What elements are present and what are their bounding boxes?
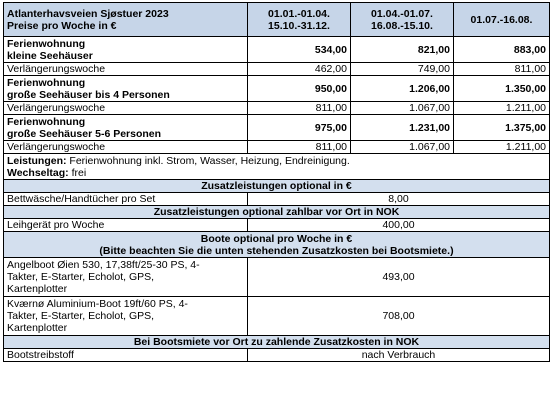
- price-cell: 1.206,00: [351, 76, 454, 102]
- zusatz-nok-value: 400,00: [248, 219, 550, 232]
- table-title: [4, 3, 248, 37]
- name-line-2: große Seehäuser 5-6 Personen: [7, 127, 162, 140]
- title-line-1: Atlanterhavsveien Sjøstuer 2023: [7, 7, 169, 20]
- boote-title-line-1: Boote optional pro Woche in €: [200, 232, 353, 245]
- leistungen-label: Leistungen:: [7, 154, 67, 167]
- boat-name: [4, 258, 248, 297]
- boat-line-1: Angelboot Øien 530, 17,38ft/25-30 PS, 4-: [7, 259, 200, 271]
- season-1-header: [248, 3, 351, 37]
- price-cell: 534,00: [248, 37, 351, 63]
- boat-line-2: Takter, E-Starter, Echolot, GPS,: [7, 310, 155, 322]
- season-2-line-2: 16.08.-15.10.: [371, 19, 433, 32]
- price-cell: 1.067,00: [351, 141, 454, 154]
- info-row: [4, 154, 550, 180]
- zusatz-nok-item: Leihgerät pro Woche: [4, 219, 248, 232]
- season-2-line-1: 01.04.-01.07.: [371, 7, 433, 20]
- boat-line-1: Kværnø Aluminium-Boot 19ft/60 PS, 4-: [7, 298, 188, 310]
- price-cell: 462,00: [248, 63, 351, 76]
- section-header-zusatz: [4, 180, 550, 193]
- price-table: [3, 2, 550, 362]
- boat-price: 493,00: [248, 258, 550, 297]
- price-cell: 975,00: [248, 115, 351, 141]
- zusatz-value: 8,00: [248, 193, 550, 206]
- boat-row: [4, 258, 550, 297]
- boat-name: [4, 297, 248, 336]
- extension-row: [4, 141, 550, 154]
- boote-title-line-2: (Bitte beachten Sie die unten stehenden Zusatzkosten bei Bootsmiete.): [99, 244, 454, 257]
- price-row: [4, 115, 550, 141]
- header-row: [4, 3, 550, 37]
- section-title: Zusatzleistungen optional in €: [4, 180, 550, 193]
- zusatz-item: Bettwäsche/Handtücher pro Set: [4, 193, 248, 206]
- price-cell: 811,00: [454, 63, 550, 76]
- price-row-name: [4, 115, 248, 141]
- leistungen-line: [7, 155, 546, 167]
- boot-kosten-item: Bootstreibstoff: [4, 349, 248, 362]
- wechseltag-label: Wechseltag:: [7, 166, 69, 179]
- wechseltag-line: [7, 167, 546, 179]
- leistungen-text: Ferienwohnung inkl. Strom, Wasser, Heizung, Endreinigung.: [66, 154, 350, 167]
- name-line-2: große Seehäuser bis 4 Personen: [7, 88, 170, 101]
- season-2-header: [351, 3, 454, 37]
- section-title: Zusatzleistungen optional zahlbar vor Ort in NOK: [4, 206, 550, 219]
- season-3-header: 01.07.-16.08.: [454, 3, 550, 37]
- price-row: [4, 76, 550, 102]
- boot-kosten-row: [4, 349, 550, 362]
- price-row: [4, 37, 550, 63]
- section-header-boot-kosten: [4, 336, 550, 349]
- price-cell: 1.211,00: [454, 102, 550, 115]
- section-title: Bei Bootsmiete vor Ort zu zahlende Zusatzkosten in NOK: [4, 336, 550, 349]
- name-line-1: Ferienwohnung: [7, 115, 86, 128]
- boat-price: 708,00: [248, 297, 550, 336]
- price-cell: 811,00: [248, 141, 351, 154]
- extension-row-name: Verlängerungswoche: [4, 102, 248, 115]
- name-line-1: Ferienwohnung: [7, 76, 86, 89]
- section-header-zusatz-nok: [4, 206, 550, 219]
- price-cell: 811,00: [248, 102, 351, 115]
- title-line-2: Preise pro Woche in €: [7, 19, 117, 32]
- zusatz-row: [4, 193, 550, 206]
- price-cell: 1.375,00: [454, 115, 550, 141]
- price-cell: 749,00: [351, 63, 454, 76]
- season-1-line-1: 01.01.-01.04.: [268, 7, 330, 20]
- price-cell: 1.211,00: [454, 141, 550, 154]
- section-title: [4, 232, 550, 258]
- info-cell: [4, 154, 550, 180]
- boat-line-3: Kartenplotter: [7, 283, 68, 295]
- boat-line-2: Takter, E-Starter, Echolot, GPS,: [7, 271, 155, 283]
- extension-row-name: Verlängerungswoche: [4, 141, 248, 154]
- price-cell: 1.231,00: [351, 115, 454, 141]
- zusatz-nok-row: [4, 219, 550, 232]
- price-row-name: [4, 37, 248, 63]
- section-header-boote: [4, 232, 550, 258]
- price-cell: 821,00: [351, 37, 454, 63]
- price-cell: 1.067,00: [351, 102, 454, 115]
- price-cell: 950,00: [248, 76, 351, 102]
- price-row-name: [4, 76, 248, 102]
- price-cell: 883,00: [454, 37, 550, 63]
- extension-row: [4, 102, 550, 115]
- price-cell: 1.350,00: [454, 76, 550, 102]
- name-line-1: Ferienwohnung: [7, 37, 86, 50]
- extension-row-name: Verlängerungswoche: [4, 63, 248, 76]
- season-1-line-2: 15.10.-31.12.: [268, 19, 330, 32]
- name-line-2: kleine Seehäuser: [7, 49, 93, 62]
- boat-line-3: Kartenplotter: [7, 322, 68, 334]
- boot-kosten-value: nach Verbrauch: [248, 349, 550, 362]
- wechseltag-text: frei: [68, 166, 87, 179]
- extension-row: [4, 63, 550, 76]
- boat-row: [4, 297, 550, 336]
